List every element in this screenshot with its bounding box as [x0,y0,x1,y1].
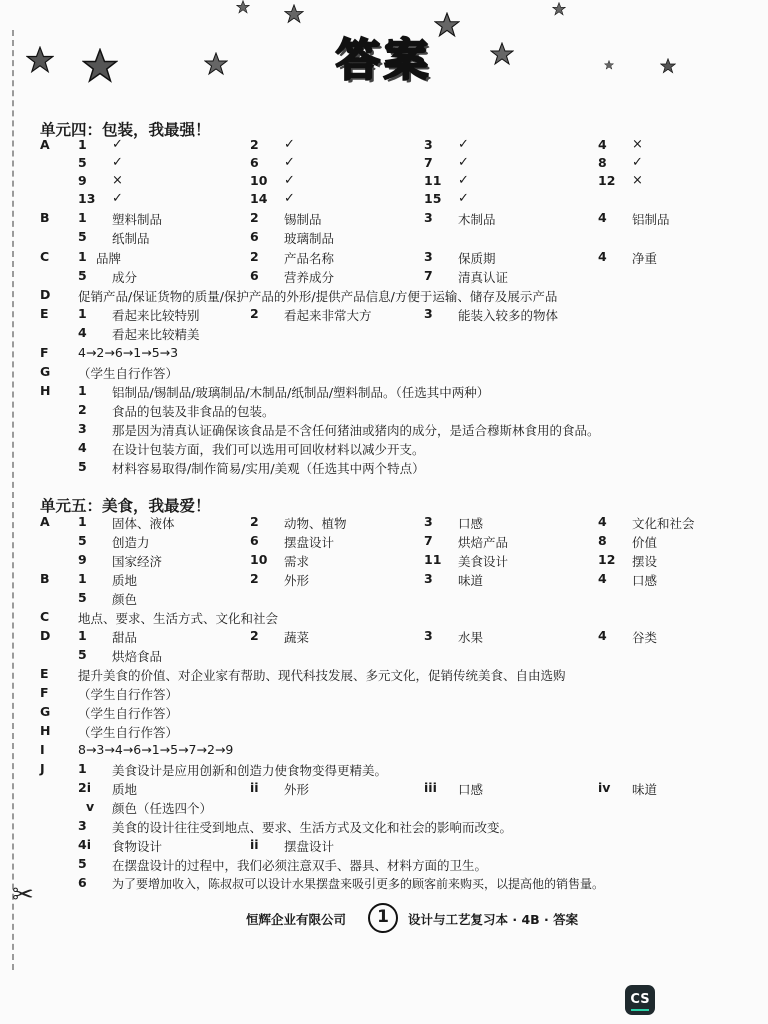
page-title: 答案 [336,35,432,86]
answer-text: 塑料制品 [112,212,163,227]
unit5-j-row-2 [0,780,768,799]
publisher-name: 恒辉企业有限公司 [246,912,347,927]
unit5-e-row [0,666,768,685]
answer-text: 水果 [458,630,484,645]
answer-text: 4→2→6→1→5→3 [78,345,179,360]
check-icon: ✓ [458,155,469,170]
question-label: B [40,571,50,586]
item-number: 3 [424,306,433,321]
unit5-h-row [0,723,768,742]
answer-text: 甜品 [112,630,138,645]
unit4-d-row [0,287,768,306]
answer-text: 净重 [632,251,658,266]
unit5-j-row-3 [0,799,768,818]
item-number: v [86,799,95,814]
item-number: 6 [250,268,259,283]
answer-text: （学生自行作答） [78,706,179,721]
answer-text: （学生自行作答） [78,687,179,702]
answer-text: 国家经济 [112,554,163,569]
answer-text: 看起来非常大方 [284,308,372,323]
unit4-h-row-3 [0,421,768,440]
answer-text: 外形 [284,573,310,588]
item-number: 1 [78,628,87,643]
item-number: 4 [598,628,607,643]
unit5-d-row-1 [0,628,768,647]
star-icon [236,0,250,14]
unit5-a-row-1 [0,514,768,533]
answer-text: 质地 [112,782,138,797]
unit4-a-row-4 [0,191,768,210]
page-number: 1 [368,903,398,933]
unit5-j-row-7 [0,875,768,894]
answer-text: 味道 [458,573,484,588]
cross-icon: × [632,137,643,152]
item-number: 9 [78,552,87,567]
cross-icon: × [112,173,123,188]
answer-text: 清真认证 [458,270,509,285]
item-number: 7 [424,533,433,548]
item-number: 5 [78,268,87,283]
answer-text: 颜色（任选四个） [112,801,213,816]
question-label: C [40,609,50,624]
item-number: 2i [78,780,91,795]
page-footer [0,902,768,936]
check-icon: ✓ [458,173,469,188]
unit5-d-row-2 [0,647,768,666]
unit5-c-row [0,609,768,628]
answer-text: 烘焙食品 [112,649,163,664]
answer-text: 玻璃制品 [284,231,335,246]
check-icon: ✓ [112,155,123,170]
item-number: 6 [250,533,259,548]
answer-text: 蔬菜 [284,630,310,645]
check-icon: ✓ [284,137,295,152]
unit5-g-row [0,704,768,723]
answer-text: 材料容易取得/制作简易/实用/美观（任选其中两个特点） [112,461,425,476]
item-number: 5 [78,856,87,871]
unit4-g-row [0,364,768,383]
item-number: 2 [250,210,259,225]
unit4-h-row-5 [0,459,768,478]
item-number: 11 [424,173,442,188]
question-label: C [40,249,50,264]
item-number: ii [250,837,259,852]
item-number: 3 [424,628,433,643]
unit5-f-row [0,685,768,704]
unit4-h-row-2 [0,402,768,421]
star-icon [552,2,566,16]
answer-text: 摆设 [632,554,658,569]
unit5-b-row-2 [0,590,768,609]
answer-text: 文化和社会 [632,516,695,531]
answer-text: 品牌 [96,251,122,266]
item-number: 8 [598,155,607,170]
item-number: 2 [250,514,259,529]
unit5-j-row-5 [0,837,768,856]
check-icon: ✓ [284,173,295,188]
item-number: 3 [424,571,433,586]
item-number: 5 [78,229,87,244]
unit5-j-row-6 [0,856,768,875]
question-label: D [40,287,51,302]
question-label: G [40,364,51,379]
question-label: H [40,723,51,738]
item-number: 1 [78,761,87,776]
unit5-j-row-1 [0,761,768,780]
item-number: iv [598,780,611,795]
item-number: 4 [78,440,87,455]
item-number: 13 [78,191,96,206]
item-number: 4 [598,571,607,586]
unit4-f-row [0,345,768,364]
item-number: 12 [598,552,616,567]
answer-text: 食物设计 [112,839,163,854]
question-label: A [40,137,50,152]
answer-text: 颜色 [112,592,138,607]
item-number: 4 [598,514,607,529]
answer-text: 在摆盘设计的过程中，我们必须注意双手、器具、材料方面的卫生。 [112,858,488,873]
answer-text: 营养成分 [284,270,335,285]
answer-text: 口感 [458,782,484,797]
unit4-a-row-3 [0,173,768,192]
item-number: 5 [78,155,87,170]
check-icon: ✓ [284,155,295,170]
check-icon: ✓ [284,191,295,206]
answer-text: 铝制品/锡制品/玻璃制品/木制品/纸制品/塑料制品。（任选其中两种） [112,385,490,400]
unit5-i-row [0,742,768,761]
answer-text: 木制品 [458,212,496,227]
answer-text: 美食的设计往往受到地点、要求、生活方式及文化和社会的影响而改变。 [112,820,513,835]
answer-text: 美食设计 [458,554,509,569]
answer-text: 外形 [284,782,310,797]
answer-text: 那是因为清真认证确保该食品是不含任何猪油或猪肉的成分，是适合穆斯林食用的食品。 [112,423,600,438]
answer-text: 看起来比较特别 [112,308,200,323]
check-icon: ✓ [458,137,469,152]
unit5-a-row-2 [0,533,768,552]
answer-text: 烘焙产品 [458,535,509,550]
item-number: 2 [250,628,259,643]
unit4-a-row-2 [0,155,768,174]
answer-text: 为了要增加收入，陈叔叔可以设计水果摆盘来吸引更多的顾客前来购买，以提高他的销售量。 [112,877,605,891]
item-number: 5 [78,533,87,548]
item-number: 3 [78,818,87,833]
unit4-e-row-2 [0,325,768,344]
question-label: E [40,306,49,321]
check-icon: ✓ [112,137,123,152]
item-number: 6 [78,875,87,890]
answer-text: 保质期 [458,251,496,266]
answer-text: 产品名称 [284,251,335,266]
answer-text: 口感 [458,516,484,531]
unit4-a-row-1 [0,137,768,156]
unit5-a-row-3 [0,552,768,571]
answer-text: 摆盘设计 [284,839,335,854]
item-number: 4i [78,837,91,852]
answer-text: 促销产品/保证货物的质量/保护产品的外形/提供产品信息/方便于运输、储存及展示产品 [78,289,558,304]
item-number: 1 [78,210,87,225]
item-number: 1 [78,137,87,152]
item-number: 1 [78,514,87,529]
item-number: 7 [424,268,433,283]
item-number: 3 [424,137,433,152]
unit4-c-row-2 [0,268,768,287]
answer-text: 在设计包装方面，我们可以选用可回收材料以减少开支。 [112,442,425,457]
unit4-b-row-1 [0,210,768,229]
item-number: 4 [598,137,607,152]
question-label: I [40,742,45,757]
answer-text: 地点、要求、生活方式、文化和社会 [78,611,279,626]
question-label: E [40,666,49,681]
page-header [0,0,768,110]
answer-text: 8→3→4→6→1→5→7→2→9 [78,742,234,757]
item-number: 2 [250,249,259,264]
unit4-e-row-1 [0,306,768,325]
item-number: 2 [250,306,259,321]
answer-text: 谷类 [632,630,658,645]
item-number: 4 [598,249,607,264]
unit5-title: 单元五：美食，我最爱！ [40,497,211,515]
item-number: iii [424,780,437,795]
item-number: 4 [598,210,607,225]
question-label: A [40,514,50,529]
item-number: 2 [250,571,259,586]
item-number: 3 [424,210,433,225]
item-number: 10 [250,173,268,188]
answer-text: 味道 [632,782,658,797]
check-icon: ✓ [632,155,643,170]
star-icon [284,4,304,24]
answer-text: 固体、液体 [112,516,175,531]
answer-text: 提升美食的价值、对企业家有帮助、现代科技发展、多元文化，促销传统美食、自由选购 [78,668,566,683]
item-number: 3 [424,514,433,529]
item-number: 5 [78,590,87,605]
answer-text: 创造力 [112,535,150,550]
answer-text: 需求 [284,554,310,569]
question-label: D [40,628,51,643]
unit5-b-row-1 [0,571,768,590]
question-label: H [40,383,51,398]
answer-text: 价值 [632,535,658,550]
answer-text: 口感 [632,573,658,588]
unit4-h-row-4 [0,440,768,459]
question-label: B [40,210,50,225]
check-icon: ✓ [112,191,123,206]
item-number: 1 [78,383,87,398]
answer-text: 摆盘设计 [284,535,335,550]
camscanner-logo-icon: CS [625,985,655,1015]
item-number: 14 [250,191,268,206]
item-number: 5 [78,647,87,662]
question-label: F [40,685,49,700]
unit4-title: 单元四：包装，我最强！ [40,121,211,139]
answer-text: 食品的包装及非食品的包装。 [112,404,275,419]
item-number: 6 [250,155,259,170]
answer-text: 看起来比较精美 [112,327,200,342]
answer-text: （学生自行作答） [78,725,179,740]
unit4-h-row-1 [0,383,768,402]
answer-text: 成分 [112,270,138,285]
item-number: ii [250,780,259,795]
book-title: 设计与工艺复习本 · 4B · 答案 [408,912,579,927]
item-number: 1 [78,249,87,264]
item-number: 9 [78,173,87,188]
item-number: 11 [424,552,442,567]
item-number: 5 [78,459,87,474]
unit4-b-row-2 [0,229,768,248]
item-number: 6 [250,229,259,244]
check-icon: ✓ [458,191,469,206]
item-number: 1 [78,306,87,321]
item-number: 2 [250,137,259,152]
item-number: 12 [598,173,616,188]
item-number: 3 [78,421,87,436]
item-number: 10 [250,552,268,567]
answer-text: （学生自行作答） [78,366,179,381]
question-label: J [40,761,45,776]
item-number: 3 [424,249,433,264]
item-number: 8 [598,533,607,548]
item-number: 15 [424,191,442,206]
answer-text: 美食设计是应用创新和创造力使食物变得更精美。 [112,763,388,778]
item-number: 4 [78,325,87,340]
item-number: 7 [424,155,433,170]
unit4-c-row-1 [0,249,768,268]
cross-icon: × [632,173,643,188]
question-label: G [40,704,51,719]
unit5-j-row-4 [0,818,768,837]
answer-text: 动物、植物 [284,516,347,531]
answer-text: 能装入较多的物体 [458,308,559,323]
answer-text: 质地 [112,573,138,588]
scissors-icon: ✂ [12,880,34,910]
answer-text: 纸制品 [112,231,150,246]
answer-text: 锡制品 [284,212,322,227]
item-number: 1 [78,571,87,586]
question-label: F [40,345,49,360]
answer-text: 铝制品 [632,212,670,227]
item-number: 2 [78,402,87,417]
